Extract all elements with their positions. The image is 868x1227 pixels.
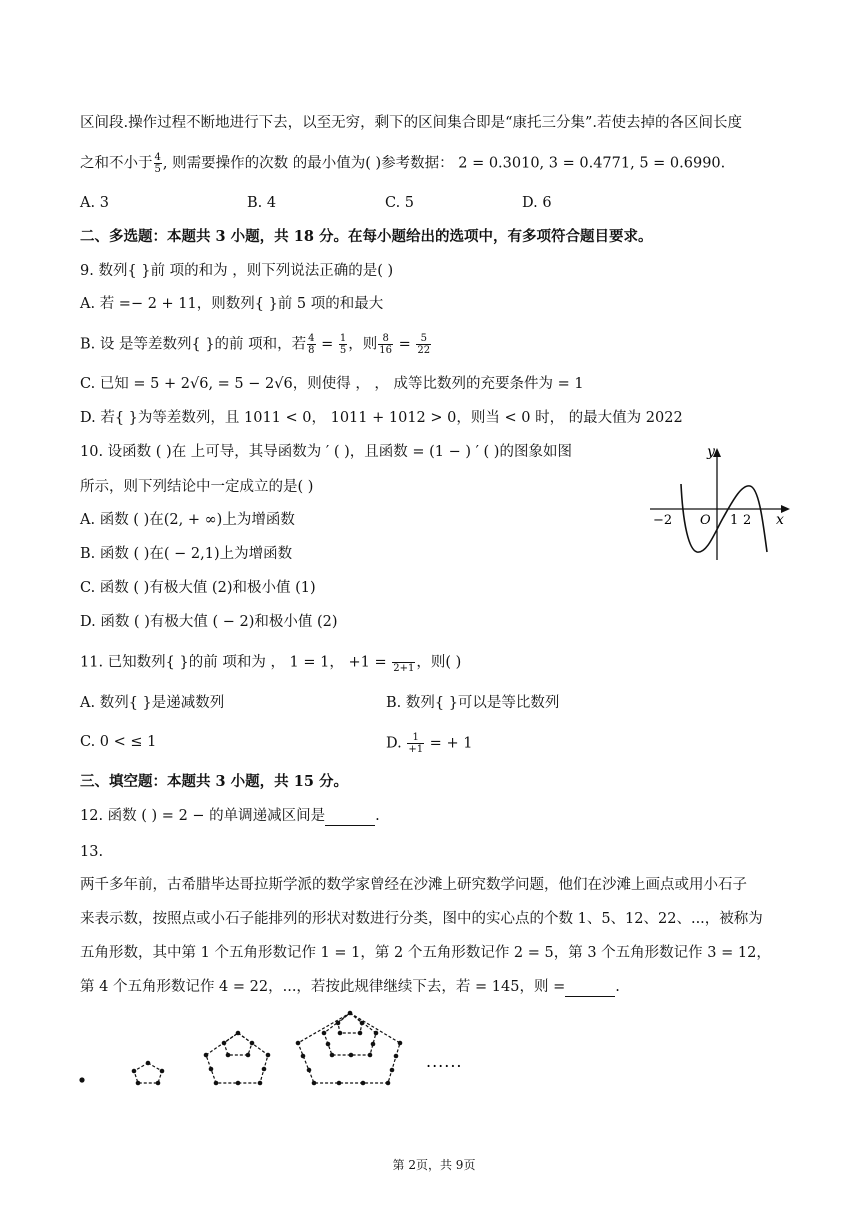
q10-stem2: 所示，则下列结论中一定成立的是( ): [80, 479, 314, 495]
q10-option-a: A. 函数 ( )在(2, + ∞)上为增函数: [80, 512, 295, 528]
q11-stem-frac: 2+1: [392, 651, 415, 674]
q9-b-frac3: $\frac{8}{16}$: [379, 333, 393, 356]
pentagon-22: [296, 1011, 403, 1086]
q10-stem1: 10. 设函数 ( )在 上可导，其导函数为 ′ ( )，且函数 = (1 − ) ′ ( )的图象如图: [80, 444, 572, 460]
q8-line1: 区间段.操作过程不断地进行下去，以至无穷，剩下的区间集合即是“康托三分集”.若使去掉的各区间长度: [80, 115, 743, 131]
q8-fraction: $\frac{4}{5}$: [154, 152, 161, 175]
q10-graph-neg2: −2: [653, 513, 673, 528]
q11-option-c: C. 0 < ≤ 1: [80, 734, 157, 750]
q9-option-d: D. 若{ }为等差数列，且 1011 < 0， 1011 + 1012 > 0，则当 < 0 时， 的最大值为 2022: [80, 410, 683, 426]
q10-graph-x-label: x: [776, 512, 784, 528]
section3-header: 三、填空题：本题共 3 小题，共 15 分。: [80, 773, 348, 790]
q10-graph: [645, 440, 795, 565]
q12-answer-blank[interactable]: [325, 811, 375, 826]
q12: 12. 函数 ( ) = 2 − 的单调递减区间是 .: [80, 808, 380, 824]
q11-option-a: A. 数列{ }是递减数列: [80, 695, 225, 711]
q13-line1: 两千多年前，古希腊毕达哥拉斯学派的数学家曾经在沙滩上研究数学问题，他们在沙滩上画点或用小石子: [80, 877, 747, 893]
q10-graph-one: 1: [730, 513, 739, 528]
q11-option-b: B. 数列{ }可以是等比数列: [386, 695, 560, 711]
q10-graph-two: 2: [743, 513, 752, 528]
q10-graph-origin: O: [700, 513, 711, 528]
q8-option-d: D. 6: [522, 195, 552, 211]
q9-stem: 9. 数列{ }前 项的和为 ，则下列说法正确的是( ): [80, 263, 394, 279]
pentagon-5: [132, 1061, 165, 1086]
q11-option-d: D. $\frac{1}{+1}$ = + 1: [386, 732, 473, 755]
q10-option-b: B. 函数 ( )在( − 2,1)上为增函数: [80, 546, 293, 562]
q9-b-frac4: $\frac{5}{22}$: [417, 333, 431, 356]
q9-option-c: C. 已知 = 5 + 2√6, = 5 − 2√6，则使得 ， ， 成等比数列的充要条件为 = 1: [80, 376, 584, 392]
page-footer: 第 2页，共 9页: [392, 1158, 476, 1172]
q8-option-a: A. 3: [80, 195, 109, 211]
q9-option-a: A. 若 =− 2 + 11，则数列{ }前 5 项的和最大: [80, 296, 384, 312]
pentagonal-ellipsis: ......: [426, 1052, 463, 1071]
q9-b-frac1: $\frac{4}{8}$: [308, 333, 315, 356]
q13-number: 13.: [80, 844, 104, 860]
pentagon-12: [204, 1031, 271, 1086]
q13-answer-blank[interactable]: [565, 982, 615, 997]
q11-d-frac: $\frac{1}{+1}$: [408, 732, 424, 755]
q9-option-b: B. 设 是等差数列{ }的前 项和，若 $\frac{4}{8}$ = $\frac{1}{5}$ ，则 $\frac{8}{16}$ = $\frac{5}{22}$: [80, 333, 431, 356]
q13-line2: 来表示数，按照点或小石子能排列的形状对数进行分类，图中的实心点的个数 1、5、12、22、...，被称为: [80, 911, 763, 927]
q8-line2-post: , 则需要操作的次数 的最小值为( )参考数据： 2 = 0.3010, 3 = 0.4771, 5 = 0.6990.: [162, 155, 726, 172]
q8-line2-pre: 之和不小于: [80, 155, 153, 172]
q10-option-c: C. 函数 ( )有极大值 (2)和极小值 (1): [80, 580, 316, 596]
q10-option-d: D. 函数 ( )有极大值 ( − 2)和极小值 (2): [80, 614, 338, 630]
q8-line2: [80, 152, 725, 175]
q9-b-frac2: $\frac{1}{5}$: [339, 333, 347, 356]
q11-stem: 11. 已知数列{ }的前 项和为 ， 1 = 1， +1 = 2+1 ，则( ): [80, 651, 461, 674]
q8-option-c: C. 5: [385, 195, 415, 211]
q10-graph-y-label: y: [707, 444, 715, 460]
section2-header: 二、多选题：本题共 3 小题，共 18 分。在每小题给出的选项中，有多项符合题目要求。: [80, 228, 653, 245]
pentagonal-figure: [70, 1005, 490, 1105]
q13-line3: 五角形数，其中第 1 个五角形数记作 1 = 1，第 2 个五角形数记作 2 = 5，第 3 个五角形数记作 3 = 12，: [80, 945, 771, 961]
q13-line4: 第 4 个五角形数记作 4 = 22，...，若按此规律继续下去，若 = 145，则 = .: [80, 979, 620, 995]
q8-option-b: B. 4: [247, 195, 277, 211]
